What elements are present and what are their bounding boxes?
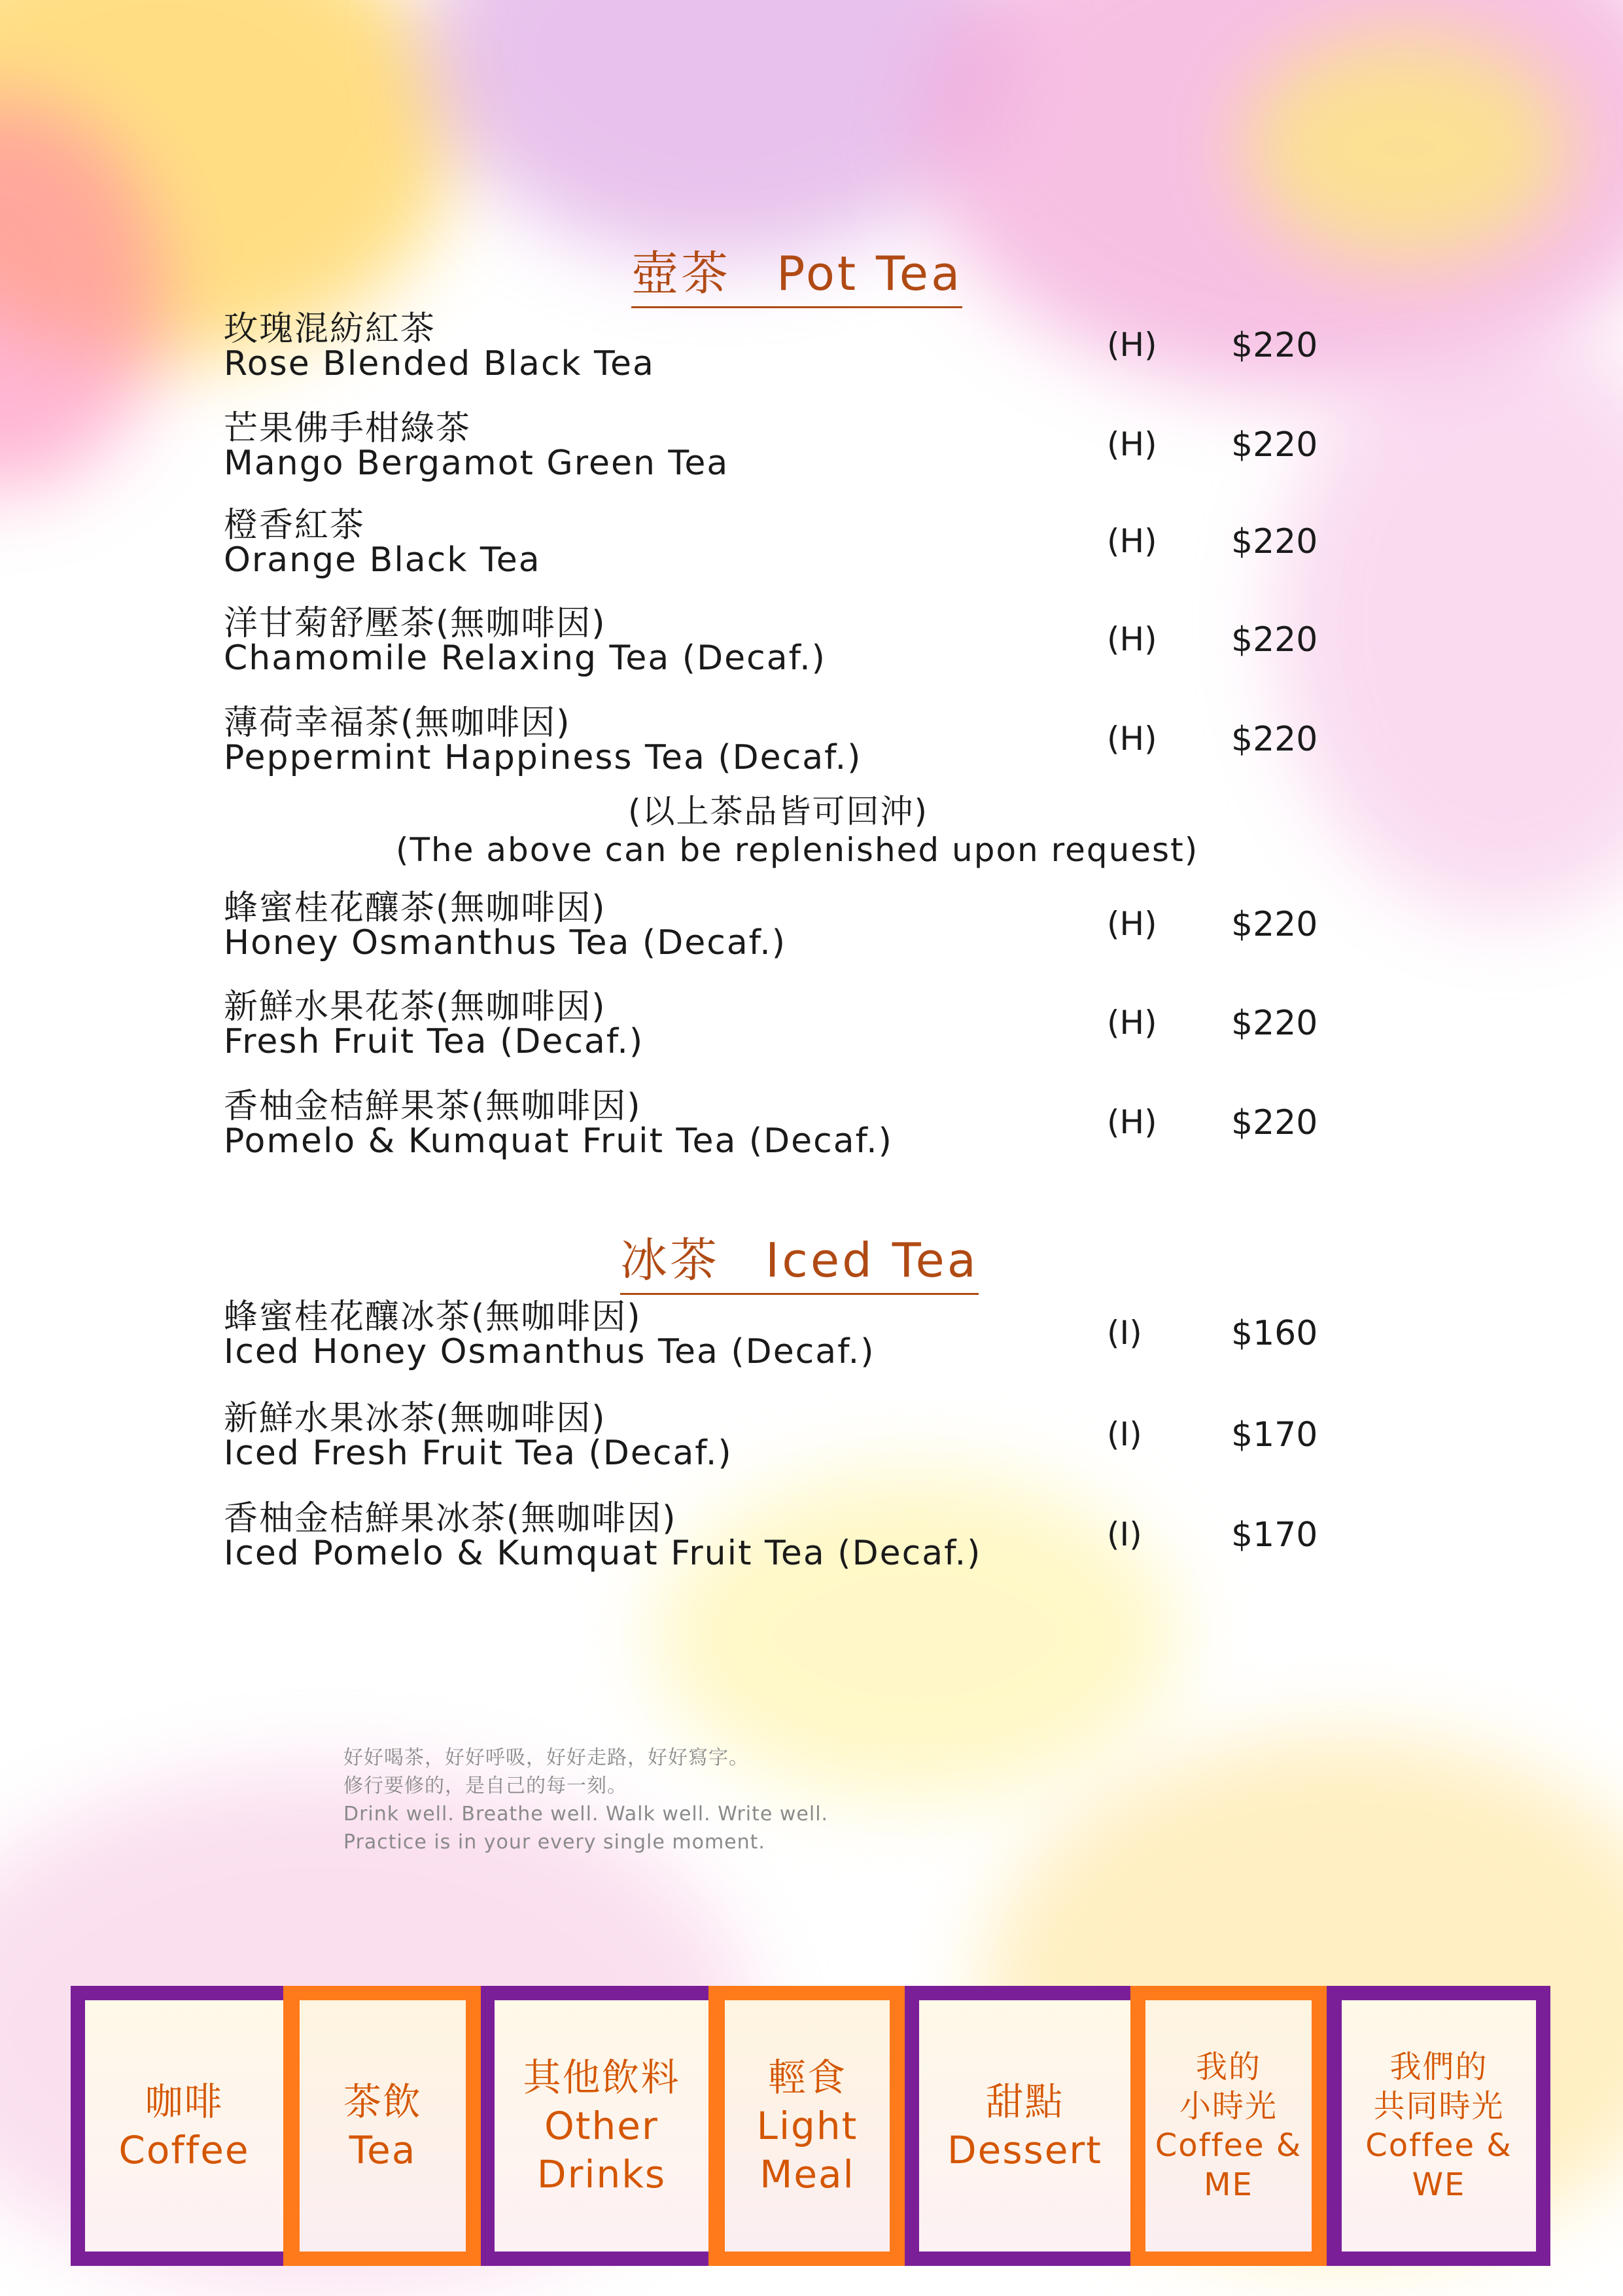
nav-light-meal[interactable]: 輕食 Light Meal <box>725 2000 890 2252</box>
nav-coffee[interactable]: 咖啡 Coffee <box>85 2000 283 2252</box>
iced-tea-heading: 冰茶 Iced Tea <box>620 1222 979 1295</box>
menu-item: 新鮮水果冰茶(無咖啡因) Iced Fresh Fruit Tea (Decaf.) (I) $170 <box>224 1399 1318 1473</box>
nav-other-drinks[interactable]: 其他飲料 Other Drinks <box>495 2000 708 2252</box>
nav-coffee-and-we[interactable]: 我們的 共同時光 Coffee & WE <box>1342 2000 1536 2252</box>
menu-item: 玫瑰混紡紅茶 Rose Blended Black Tea (H) $220 <box>224 309 1318 383</box>
menu-item: 香柚金桔鮮果冰茶(無咖啡因) Iced Pomelo & Kumquat Fruit Tea (Decaf.) (I) $170 <box>224 1499 1318 1573</box>
nav-dessert[interactable]: 甜點 Dessert <box>919 2000 1130 2252</box>
motto-quote: 好好喝茶，好好呼吸，好好走路，好好寫字。 修行要修的，是自己的每一刻。 Drink well. Breathe well. Walk well. Write well. Practice is in your every single moment. <box>343 1746 829 1854</box>
menu-item: 橙香紅茶 Orange Black Tea (H) $220 <box>224 506 1318 580</box>
menu-item: 薄荷幸福茶(無咖啡因) Peppermint Happiness Tea (Decaf.) (H) $220 <box>224 703 1318 777</box>
menu-item: 芒果佛手柑綠茶 Mango Bergamot Green Tea (H) $220 <box>224 409 1318 483</box>
menu-item: 洋甘菊舒壓茶(無咖啡因) Chamomile Relaxing Tea (Decaf.) (H) $220 <box>224 604 1318 678</box>
menu-item: 蜂蜜桂花釀冰茶(無咖啡因) Iced Honey Osmanthus Tea (Decaf.) (I) $160 <box>224 1298 1318 1371</box>
menu-item: 蜂蜜桂花釀茶(無咖啡因) Honey Osmanthus Tea (Decaf.) (H) $220 <box>224 889 1318 963</box>
refill-note-zh: (以上茶品皆可回沖) <box>628 792 929 830</box>
refill-note-en: (The above can be replenished upon request) <box>396 831 1199 869</box>
menu-item: 香柚金桔鮮果茶(無咖啡因) Pomelo & Kumquat Fruit Tea (Decaf.) (H) $220 <box>224 1087 1318 1161</box>
nav-coffee-and-me[interactable]: 我的 小時光 Coffee & ME <box>1145 2000 1312 2252</box>
menu-item: 新鮮水果花茶(無咖啡因) Fresh Fruit Tea (Decaf.) (H) $220 <box>224 987 1318 1061</box>
pot-tea-heading: 壺茶 Pot Tea <box>631 236 962 308</box>
category-nav <box>71 1986 1550 2266</box>
nav-tea[interactable]: 茶飲 Tea <box>300 2000 466 2252</box>
